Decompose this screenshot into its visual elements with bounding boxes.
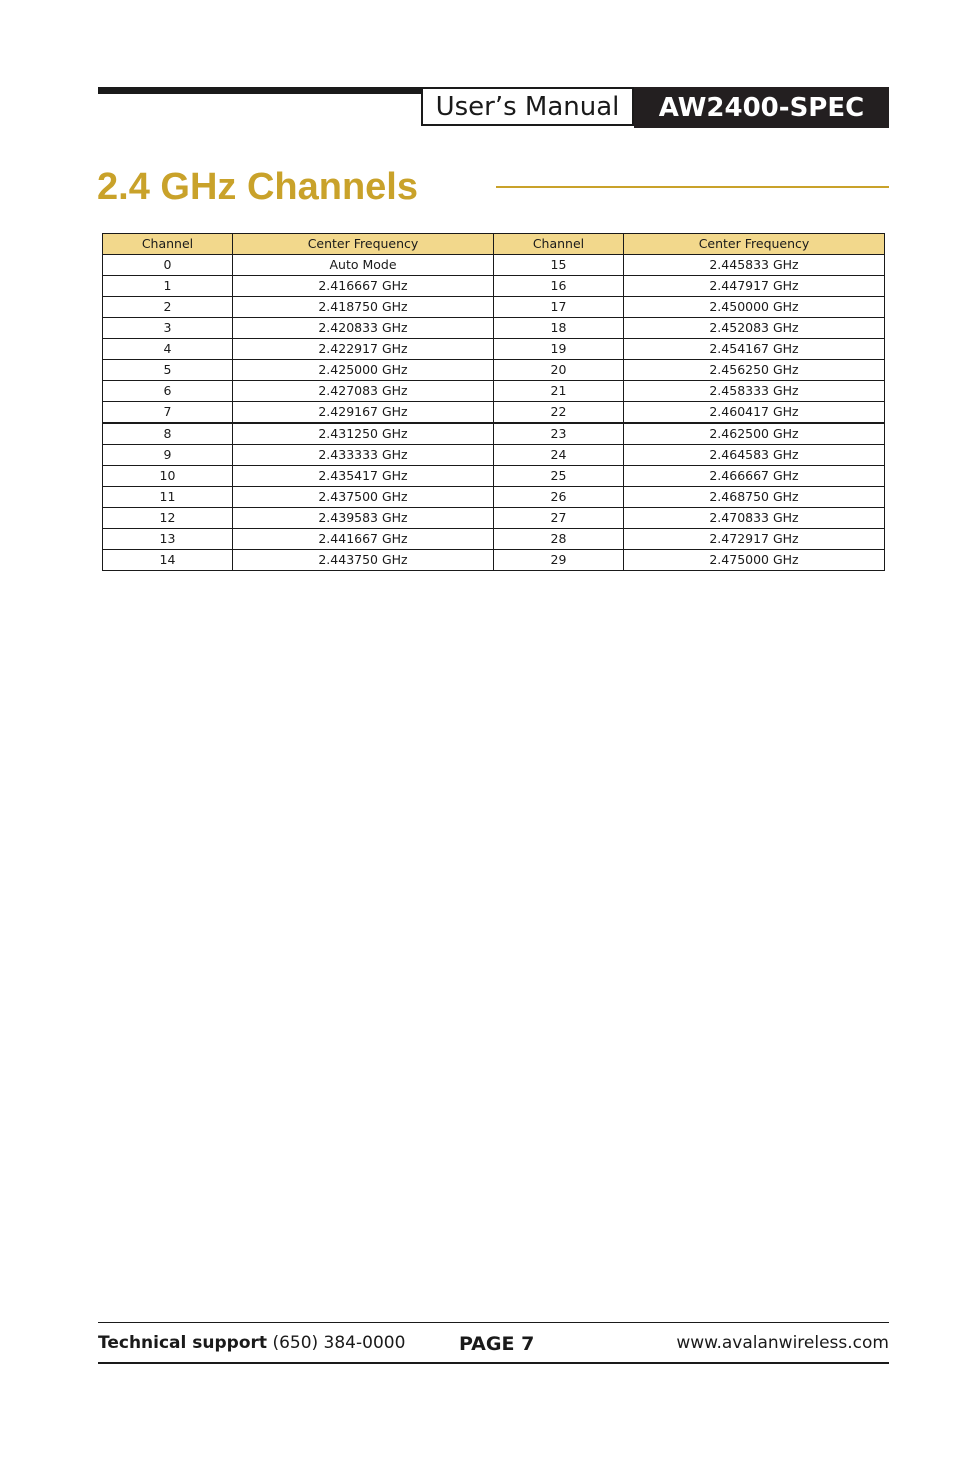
table-cell: 2.439583 GHz bbox=[233, 508, 494, 529]
table-cell: 2.475000 GHz bbox=[624, 550, 885, 571]
table-cell: 1 bbox=[103, 276, 233, 297]
table-cell: 2.420833 GHz bbox=[233, 318, 494, 339]
table-row bbox=[103, 297, 885, 318]
table-cell: 28 bbox=[494, 529, 624, 550]
table-cell: 24 bbox=[494, 445, 624, 466]
table-cell: 22 bbox=[494, 402, 624, 424]
table-cell: 15 bbox=[494, 255, 624, 276]
table-cell: 16 bbox=[494, 276, 624, 297]
table-cell: 2.435417 GHz bbox=[233, 466, 494, 487]
table-cell: 2.452083 GHz bbox=[624, 318, 885, 339]
table-cell: 20 bbox=[494, 360, 624, 381]
table-row bbox=[103, 487, 885, 508]
table-row bbox=[103, 423, 885, 445]
table-cell: 4 bbox=[103, 339, 233, 360]
footer-rule-top bbox=[98, 1322, 889, 1323]
manual-label-box bbox=[421, 87, 634, 126]
table-row bbox=[103, 381, 885, 402]
footer-rule-bottom bbox=[98, 1362, 889, 1364]
table-cell: 3 bbox=[103, 318, 233, 339]
table-cell: 2.472917 GHz bbox=[624, 529, 885, 550]
table-cell: 2.468750 GHz bbox=[624, 487, 885, 508]
channel-table bbox=[102, 233, 885, 571]
table-cell: Auto Mode bbox=[233, 255, 494, 276]
footer-support bbox=[98, 1331, 405, 1355]
website-link[interactable]: www.avalanwireless.com bbox=[676, 1333, 889, 1353]
table-cell: 7 bbox=[103, 402, 233, 424]
table-cell: 2.460417 GHz bbox=[624, 402, 885, 424]
column-header: Channel bbox=[494, 234, 624, 255]
table-cell: 6 bbox=[103, 381, 233, 402]
table-cell: 2.431250 GHz bbox=[233, 423, 494, 445]
table-row bbox=[103, 339, 885, 360]
table-cell: 2.445833 GHz bbox=[624, 255, 885, 276]
section-title: 2.4 GHz Channels bbox=[97, 166, 418, 208]
table-cell: 10 bbox=[103, 466, 233, 487]
table-cell: 0 bbox=[103, 255, 233, 276]
table-header-row bbox=[103, 234, 885, 255]
model-label: AW2400-SPEC bbox=[658, 92, 865, 123]
table-cell: 9 bbox=[103, 445, 233, 466]
table-row bbox=[103, 318, 885, 339]
table-cell: 26 bbox=[494, 487, 624, 508]
table-row bbox=[103, 529, 885, 550]
table-cell: 2.450000 GHz bbox=[624, 297, 885, 318]
table-cell: 2 bbox=[103, 297, 233, 318]
column-header: Center Frequency bbox=[624, 234, 885, 255]
table-cell: 2.429167 GHz bbox=[233, 402, 494, 424]
table-cell: 2.441667 GHz bbox=[233, 529, 494, 550]
table-row bbox=[103, 360, 885, 381]
table-row bbox=[103, 276, 885, 297]
table-cell: 13 bbox=[103, 529, 233, 550]
table-cell: 2.418750 GHz bbox=[233, 297, 494, 318]
table-cell: 25 bbox=[494, 466, 624, 487]
table-cell: 2.427083 GHz bbox=[233, 381, 494, 402]
table-cell: 2.433333 GHz bbox=[233, 445, 494, 466]
table-cell: 2.458333 GHz bbox=[624, 381, 885, 402]
header-rule bbox=[98, 87, 423, 94]
table-cell: 29 bbox=[494, 550, 624, 571]
table-cell: 2.443750 GHz bbox=[233, 550, 494, 571]
model-label-box bbox=[634, 87, 889, 128]
table-row bbox=[103, 550, 885, 571]
table-cell: 5 bbox=[103, 360, 233, 381]
table-cell: 19 bbox=[494, 339, 624, 360]
table-row bbox=[103, 402, 885, 424]
table-row bbox=[103, 445, 885, 466]
table-cell: 14 bbox=[103, 550, 233, 571]
table-cell: 2.437500 GHz bbox=[233, 487, 494, 508]
table-cell: 27 bbox=[494, 508, 624, 529]
table-cell: 2.454167 GHz bbox=[624, 339, 885, 360]
column-header: Center Frequency bbox=[233, 234, 494, 255]
table-cell: 11 bbox=[103, 487, 233, 508]
table-cell: 2.422917 GHz bbox=[233, 339, 494, 360]
table-cell: 18 bbox=[494, 318, 624, 339]
table-cell: 2.462500 GHz bbox=[624, 423, 885, 445]
column-header: Channel bbox=[103, 234, 233, 255]
table-cell: 12 bbox=[103, 508, 233, 529]
table-cell: 17 bbox=[494, 297, 624, 318]
table-cell: 2.456250 GHz bbox=[624, 360, 885, 381]
title-rule bbox=[496, 186, 889, 188]
table-cell: 2.466667 GHz bbox=[624, 466, 885, 487]
table-cell: 2.416667 GHz bbox=[233, 276, 494, 297]
table-cell: 2.425000 GHz bbox=[233, 360, 494, 381]
table-cell: 2.464583 GHz bbox=[624, 445, 885, 466]
table-cell: 2.447917 GHz bbox=[624, 276, 885, 297]
table-row bbox=[103, 508, 885, 529]
table-cell: 8 bbox=[103, 423, 233, 445]
support-label: Technical support bbox=[98, 1333, 268, 1353]
table-cell: 23 bbox=[494, 423, 624, 445]
page-number: PAGE 7 bbox=[459, 1333, 535, 1355]
manual-label: User’s Manual bbox=[435, 91, 620, 122]
table-row bbox=[103, 255, 885, 276]
table-row bbox=[103, 466, 885, 487]
support-phone: (650) 384-0000 bbox=[272, 1333, 406, 1353]
table-body bbox=[103, 255, 885, 571]
table-cell: 2.470833 GHz bbox=[624, 508, 885, 529]
table-cell: 21 bbox=[494, 381, 624, 402]
